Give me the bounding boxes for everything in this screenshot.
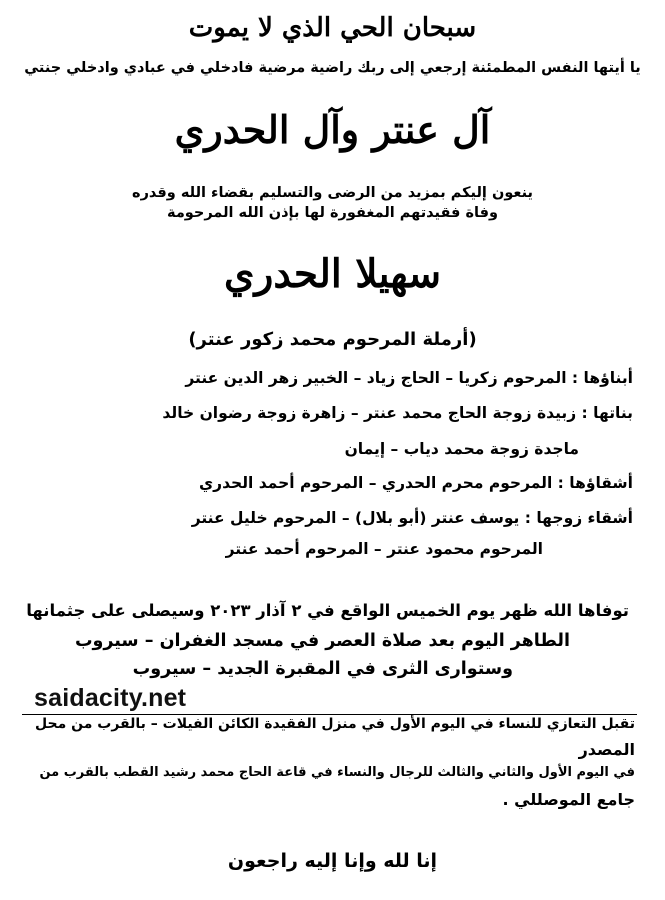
families-title: آل عنتر وآل الحدري — [174, 107, 491, 152]
deceased-name: سهيلا الحدري — [224, 251, 441, 297]
funeral-line-1: توفاها الله ظهر يوم الخميس الواقع في ٢ آذار ٢٠٢٣ وسيصلى على جثمانها — [26, 601, 629, 620]
funeral-line-2: الطاهر اليوم بعد صلاة العصر في مسجد الغفران – سيروب — [74, 631, 570, 651]
condolences-line-1: تقبل التعازي للنساء في اليوم الأول في منزل الفقيدة الكائن الفيلات – بالقرب من محل — [34, 716, 635, 732]
daughters-line-1: بناتها : زبيدة زوجة الحاج محمد عنتر – زاهرة زوجة رضوان خالد — [162, 404, 633, 422]
announcement-line-2: وفاة فقيدتهم المغفورة لها بإذن الله المرحومة — [167, 205, 498, 221]
site-watermark: saidacity.net — [34, 684, 187, 712]
divider-line — [22, 714, 637, 715]
condolences-line-2: المصدر — [578, 740, 635, 759]
funeral-line-3: وستوارى الثرى في المقبرة الجديد – سيروب — [132, 659, 513, 679]
closing-verse: إنا لله وإنا إليه راجعون — [227, 850, 438, 872]
husband-brothers-line-2: المرحوم محمود عنتر – المرحوم أحمد عنتر — [225, 540, 543, 558]
brothers-line: أشقاؤها : المرحوم محرم الحدري – المرحوم أحمد الحدري — [198, 474, 633, 492]
quran-verse: يا أيتها النفس المطمئنة إرجعي إلى ربك راضية مرضية فادخلي في عبادي وادخلي جنتي — [24, 60, 641, 76]
condolences-line-4: جامع الموصللي . — [502, 790, 635, 809]
husband-brothers-line-1: أشقاء زوجها : يوسف عنتر (أبو بلال) – المرحوم خليل عنتر — [191, 509, 633, 527]
condolences-line-3: في اليوم الأول والثاني والثالث للرجال والنساء في قاعة الحاج محمد رشيد القطب بالقرب من — [39, 765, 635, 780]
daughters-line-2: ماجدة زوجة محمد دياب – إيمان — [344, 440, 579, 458]
header-verse: سبحان الحي الذي لا يموت — [188, 13, 477, 43]
widow-of-line: (أرملة المرحوم محمد زكور عنتر) — [188, 329, 477, 350]
sons-line: أبناؤها : المرحوم زكريا – الحاج زياد – الخبير زهر الدين عنتر — [185, 369, 633, 387]
announcement-line-1: ينعون إليكم بمزيد من الرضى والتسليم بقضاء الله وقدره — [132, 185, 533, 201]
